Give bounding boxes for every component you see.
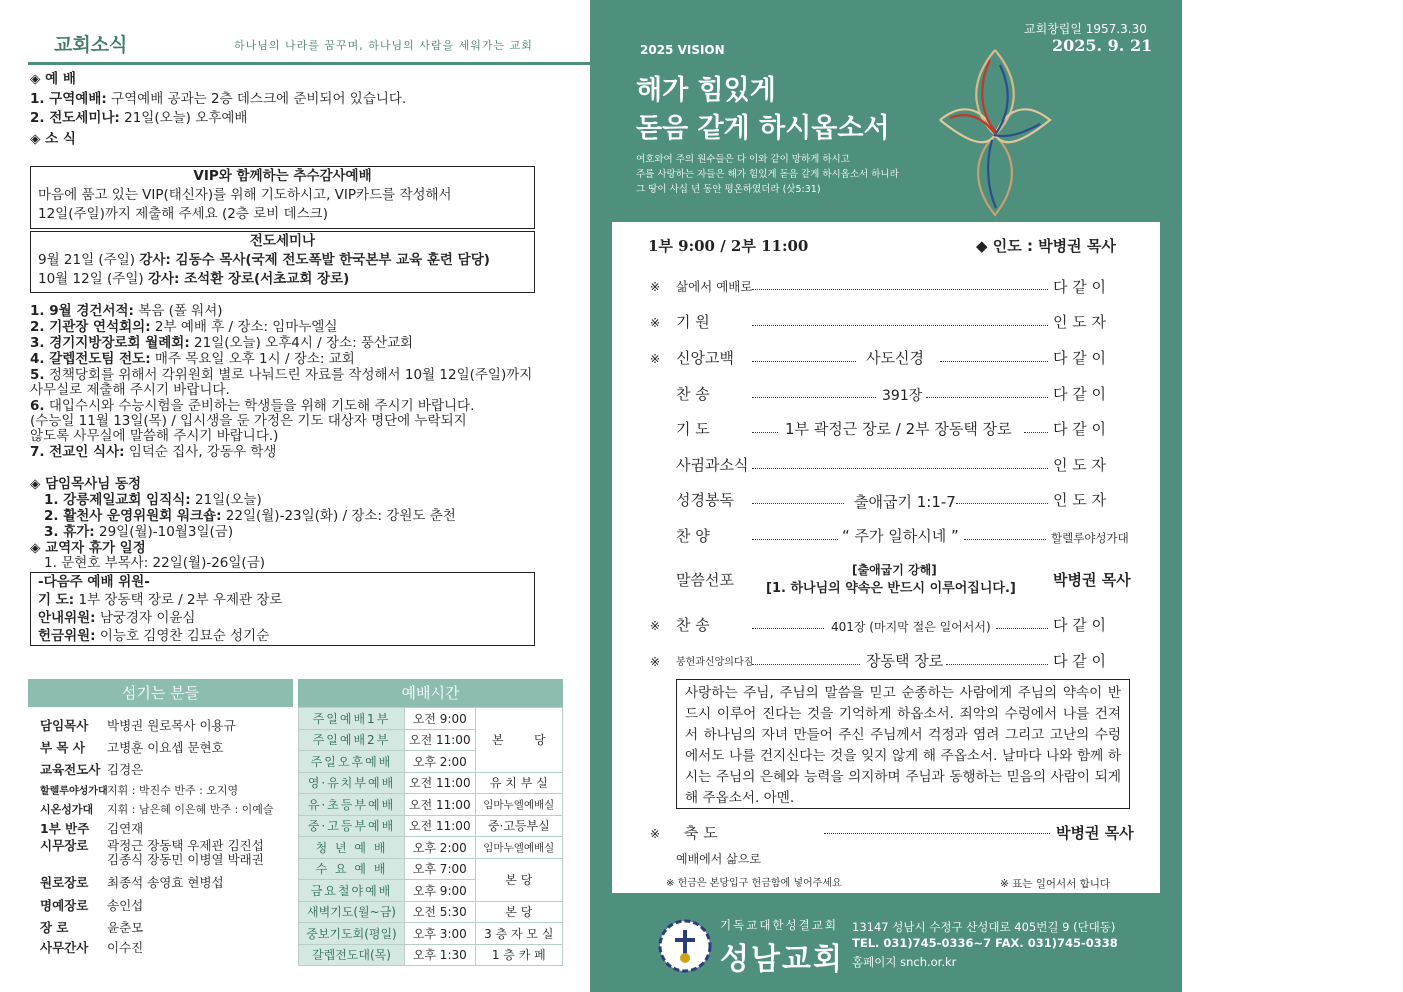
order-item-mid: “ 주가 일하시네 ”: [842, 527, 959, 545]
order-item-who: 다 같 이: [1053, 652, 1107, 670]
table-row: 청 년 예 배 오후 2:00 임마누엘예배실: [299, 837, 563, 859]
church-address: 13147 성남시 수정구 산성대로 405번길 9 (단대동): [852, 920, 1116, 934]
leader-dots: [752, 468, 1048, 469]
servant-row: 장 로 윤춘모: [40, 920, 144, 935]
news-title: 교회소식: [54, 34, 128, 56]
worship-section-title: ◈ 예 배: [30, 71, 76, 87]
leader-dots: [752, 503, 844, 504]
church-phone: TEL. 031)745-0336~7 FAX. 031)745-0338: [852, 936, 1118, 950]
stand-mark: ※: [650, 280, 661, 294]
table-row: 유·초등부예배 오전 11:00 임마누엘예배실: [299, 794, 563, 816]
table-row: 주일오후예배 오후 2:00: [299, 751, 563, 773]
vip-box-line: 12일(주일)까지 제출해 주세요 (2층 로비 데스크): [38, 206, 328, 222]
order-item-who: 인 도 자: [1053, 491, 1107, 509]
leader-dots: [752, 325, 1048, 326]
order-item-name: 봉헌과신앙의다짐: [676, 657, 754, 668]
order-item-who: 다 같 이: [1053, 385, 1107, 403]
vip-box-title: VIP와 함께하는 추수감사예배: [193, 168, 372, 184]
prayer-box: 사랑하는 주님, 주님의 말씀을 믿고 순종하는 사람에게 주님의 약속이 반드시 이루어 진다는 것을 기억하게 하옵소서. 죄악의 수렁에서 나를 건져서 하나님의 자녀 만들어 주신 주님께서 걱정과 염려 그리고 고난의 수렁에서도 나를 건지신다는 것을 잊지 않게 해 주옵소서. 날마다 나와 함께 하시는 주님의 은혜와 능력을 의지하며 주님과 동행하는 믿음의 사람이 되게 해 주옵소서. 아멘.: [676, 679, 1130, 809]
church-homepage: 홈페이지 snch.or.kr: [852, 955, 957, 969]
leader-dots: [956, 503, 1048, 504]
next-week-title: -다음주 예배 위원-: [38, 574, 150, 590]
table-row: 수 요 예 배 오후 7:00 본 당: [299, 858, 563, 880]
news-item: 3. 경기지방장로회 월례회: 21일(오늘) 오후4시 / 장소: 풍산교회: [30, 335, 414, 351]
news-item: 6. 대입수시와 수능시험을 준비하는 학생들을 위해 기도해 주시기 바랍니다.: [30, 398, 475, 414]
vip-box: [30, 166, 535, 229]
order-item-who: 다 같 이: [1053, 278, 1107, 296]
table-row: 주일예배1부 오전 9:00 본 당: [299, 708, 563, 730]
leader-dots: [752, 539, 838, 540]
leader-dots: [926, 397, 1048, 398]
table-row: 중·고등부예배 오전 11:00 중·고등부실: [299, 815, 563, 837]
order-item-who: 박병권 목사: [1053, 571, 1131, 589]
table-row: 갈렙전도대(목) 오후 1:30 1 층 카 페: [299, 944, 563, 966]
church-logo: [657, 918, 713, 974]
news-header: [28, 28, 592, 64]
order-item-name: 사귐과소식: [676, 456, 749, 474]
servant-row: 부 목 사 고병훈 이요셉 문현호: [40, 740, 224, 755]
servant-row: 1부 반주 김연재: [40, 821, 144, 836]
leader-dots: [940, 361, 1048, 362]
order-item-name: 찬 양: [676, 527, 710, 545]
leader-dots: [752, 664, 860, 665]
offering-note: ※ 헌금은 본당입구 헌금함에 넣어주세요: [666, 878, 842, 889]
leader-dots: [996, 628, 1048, 629]
stand-mark: ※: [650, 827, 661, 841]
leader-dots: [964, 539, 1046, 540]
seminar-line: 9월 21일 (주일) 강사: 김동수 목사(국제 전도폭발 한국본부 교육 훈련 담당): [38, 252, 490, 268]
seminar-box-title: 전도세미나: [249, 233, 316, 249]
worship-item-1: 1. 구역예배: 구역예배 공과는 2층 데스크에 준비되어 있습니다.: [30, 91, 407, 107]
header-divider: [28, 62, 592, 65]
vip-box-line: 마음에 품고 있는 VIP(태신자)를 위해 기도하시고, VIP카드를 작성해서: [38, 187, 452, 203]
order-item-name: 성경봉독: [676, 491, 734, 509]
worship-times-table: [298, 707, 563, 966]
order-item-mid: 출애굽기 1:1-7: [854, 493, 956, 511]
news-item: 2. 기관장 연석회의: 2부 예배 후 / 장소: 임마누엘실: [30, 319, 338, 335]
pastor-section-title: ◈ 담임목사님 동정: [30, 476, 142, 492]
cross-emblem: [930, 40, 1060, 220]
news-item: 5. 정책당회를 위해서 각위원회 별로 나눠드린 자료를 작성해서 10월 12일(주일)까지: [30, 367, 533, 383]
vision-verse: 여호와여 주의 원수들은 다 이와 같이 망하게 하시고 주를 사랑하는 자들은 해가 힘있게 돋음 같게 하시옵소서 하니라 그 땅이 사십 년 동안 평온하였더라 (삿5:31): [636, 154, 899, 195]
bulletin-date: 2025. 9. 21: [1052, 36, 1153, 55]
servant-row: 교육전도사 김경은: [40, 762, 144, 777]
order-item-mid: 장동택 장로: [866, 652, 944, 670]
table-row: 주일예배2부 오전 11:00: [299, 729, 563, 751]
times-header: 예배시간: [298, 679, 563, 707]
leader-dots: [752, 397, 876, 398]
servant-row: 할렐루야성가대지휘 : 박진수 반주 : 오지영: [40, 784, 239, 797]
order-item-name: 신앙고백: [676, 349, 734, 367]
leader-dots: [824, 833, 1050, 834]
order-item-name: 말씀선포: [676, 571, 734, 589]
leader-dots: [1024, 432, 1048, 433]
news-item: 않도록 사무실에 말씀해 주시기 바랍니다.): [30, 428, 279, 444]
leader-dots: [946, 664, 1048, 665]
service-times: 1부 9:00 / 2부 11:00: [648, 237, 809, 255]
table-row: 금요철야예배 오후 9:00: [299, 880, 563, 902]
vision-motto: 해가 힘있게 돋음 같게 하시옵소서: [636, 75, 890, 144]
next-week-row: 안내위원: 남궁경자 이윤심: [38, 610, 196, 626]
stand-mark: ※: [650, 316, 661, 330]
seminar-box: [30, 231, 535, 293]
next-week-row: 헌금위원: 이능호 김영찬 김묘순 성기순: [38, 628, 270, 644]
service-leader: ◆ 인도 : 박병권 목사: [976, 237, 1116, 255]
pastor-item: 1. 강릉제일교회 임직식: 21일(오늘): [44, 492, 262, 508]
stand-note: ※ 표는 일어서서 합니다: [1000, 878, 1111, 890]
leader-dots: [752, 361, 856, 362]
servants-header: 섬기는 분들: [28, 679, 293, 707]
after-worship: 예배에서 삶으로: [676, 852, 761, 866]
leader-dots: [752, 432, 778, 433]
sermon-series: [출애굽기 강해]: [852, 563, 937, 577]
order-item-who: 인 도 자: [1053, 456, 1107, 474]
servant-row: 원로장로 최종석 송영효 현병섭: [40, 875, 224, 890]
vision-label: 2025 VISION: [640, 43, 725, 57]
order-item-mid: 401장 (마지막 절은 일어서서): [831, 620, 991, 634]
stand-mark: ※: [650, 655, 661, 669]
order-item-who: 인 도 자: [1053, 313, 1107, 331]
order-item-name: 찬 송: [676, 616, 710, 634]
order-item-name: 삶에서 예배로: [676, 279, 753, 294]
vacation-item: 1. 문현호 부목사: 22일(월)-26일(금): [44, 555, 266, 571]
church-name: 성남교회: [720, 942, 844, 977]
church-slogan: 하나님의 나라를 꿈꾸며, 하나님의 사람을 세워가는 교회: [234, 39, 533, 52]
order-item-who: 할렐루야성가대: [1051, 531, 1129, 545]
founded-date: 교회창립일 1957.3.30: [1024, 22, 1147, 36]
vacation-section-title: ◈ 교역자 휴가 일정: [30, 540, 146, 556]
order-item-mid: 1부 곽정근 장로 / 2부 장동택 장로: [785, 420, 1012, 438]
order-item-who: 다 같 이: [1053, 616, 1107, 634]
stand-mark: ※: [650, 619, 661, 633]
order-item-who: 다 같 이: [1053, 349, 1107, 367]
leader-dots: [752, 289, 1048, 290]
servant-row: 시온성가대 지휘 : 남은혜 이은혜 반주 : 이예슬: [40, 803, 274, 816]
table-row: 중보기도회(평일) 오후 3:00 3 층 자 모 실: [299, 923, 563, 945]
order-item-name: 찬 송: [676, 385, 710, 403]
news-item: (수능일 11월 13일(목) / 입시생을 둔 가정은 기도 대상자 명단에 누락되지: [30, 413, 467, 429]
pastor-item: 3. 휴가: 29일(월)-10월3일(금): [44, 524, 234, 540]
table-row: 새벽기도(월~금) 오전 5:30 본 당: [299, 901, 563, 923]
denomination: 기독교대한성결교회: [720, 918, 838, 932]
servant-row: 시무장로 곽정근 장동택 우제관 김진섭: [40, 838, 264, 853]
order-item-name: 기 도: [676, 420, 710, 438]
servant-row: 김종식 장동민 이병열 박래권: [107, 852, 264, 867]
servant-row: 명예장로 송인섭: [40, 898, 144, 913]
order-item-mid: 391장: [882, 388, 923, 404]
order-item-name: 기 원: [676, 313, 710, 331]
next-week-row: 기 도: 1부 장동택 장로 / 2부 우제관 장로: [38, 592, 283, 608]
news-item: 사무실로 제출해 주시기 바랍니다.: [30, 382, 230, 398]
order-item-who: 다 같 이: [1053, 420, 1107, 438]
sermon-title: [1. 하나님의 약속은 반드시 이루어집니다.]: [766, 581, 1016, 596]
table-row: 영·유치부예배 오전 11:00 유 치 부 실: [299, 772, 563, 794]
news-item: 4. 갈렙전도팀 전도: 매주 목요일 오후 1시 / 장소: 교회: [30, 351, 355, 367]
pastor-item: 2. 활천사 운영위원회 워크숍: 22일(월)-23일(화) / 장소: 강원도 춘천: [44, 508, 456, 524]
worship-item-2: 2. 전도세미나: 21일(오늘) 오후예배: [30, 110, 248, 126]
order-item-mid: 사도신경: [866, 349, 924, 367]
stand-mark: ※: [650, 352, 661, 366]
news-item: 1. 9월 경건서적: 복음 (폴 워셔): [30, 303, 223, 319]
news-section-title: ◈ 소 식: [30, 131, 76, 147]
news-item: 7. 전교인 식사: 임덕순 집사, 강동우 학생: [30, 444, 277, 460]
order-item-name: 축 도: [684, 824, 718, 842]
servant-row: 사무간사 이수진: [40, 940, 144, 955]
next-week-box: [30, 572, 535, 646]
order-item-who: 박병권 목사: [1056, 824, 1134, 842]
leader-dots: [752, 628, 824, 629]
servant-row: 담임목사 박병권 원로목사 이용규: [40, 718, 236, 733]
seminar-line: 10월 12일 (주일) 강사: 조석환 장로(서초교회 장로): [38, 271, 350, 287]
